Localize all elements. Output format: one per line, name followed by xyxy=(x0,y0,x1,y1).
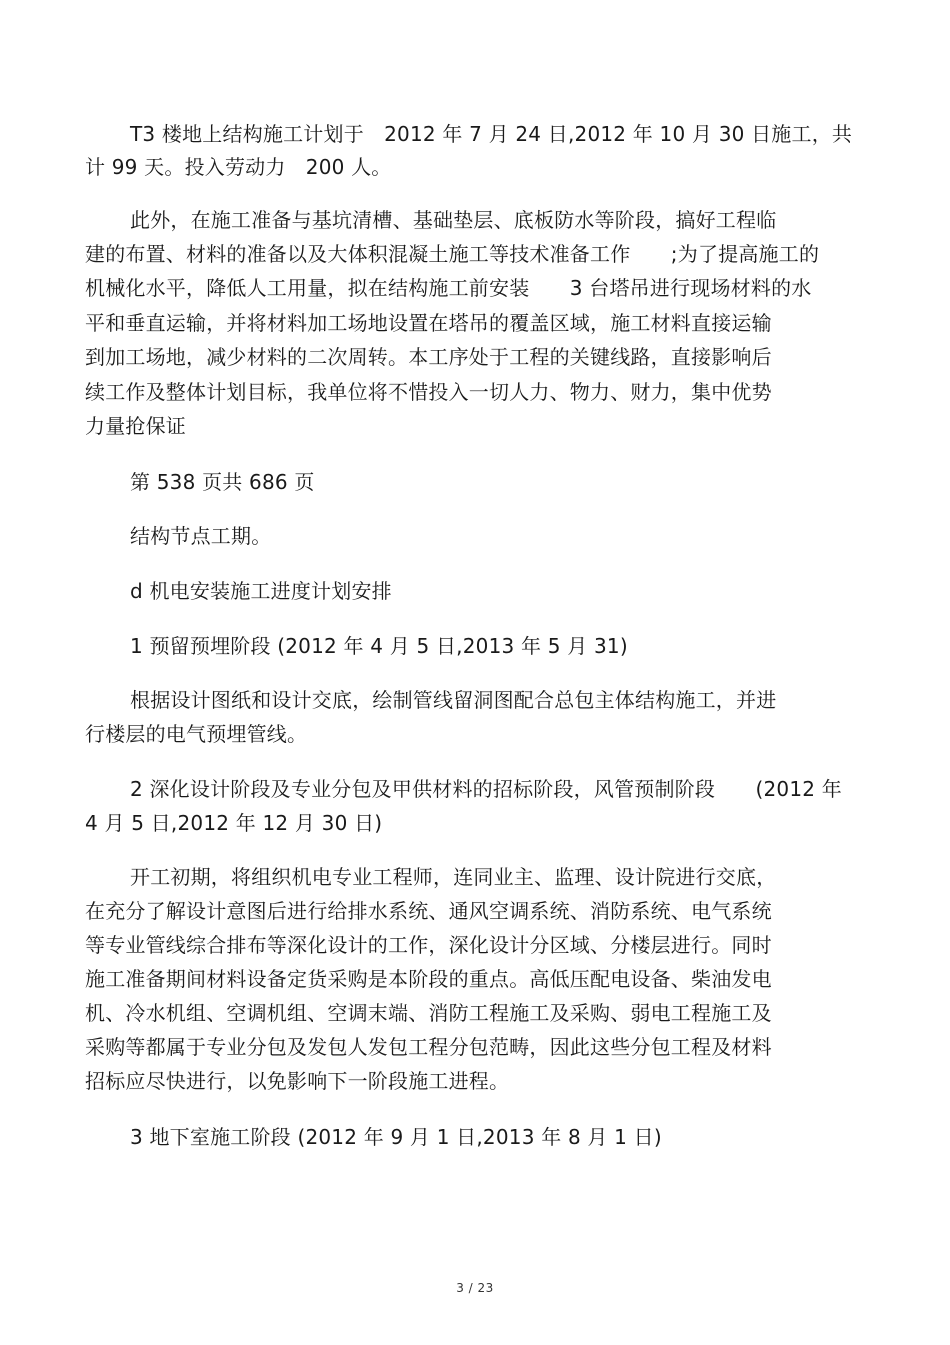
paragraph-1-line-1: T3 楼地上结构施工计划于 2012 年 7 月 24 日,2012 年 10 月 30 日施工，共 xyxy=(130,122,853,146)
paragraph-2-line-3: 机械化水平，降低人工用量，拟在结构施工前安装 3 台塔吊进行现场材料的水 xyxy=(85,276,812,300)
paragraph-5-line-6: 采购等都属于专业分包及发包人发包工程分包范畴，因此这些分包工程及材料 xyxy=(85,1035,772,1059)
section-heading-d: d 机电安装施工进度计划安排 xyxy=(130,579,392,603)
paragraph-2-line-1: 此外，在施工准备与基坑清槽、基础垫层、底板防水等阶段，搞好工程临 xyxy=(130,208,777,232)
paragraph-1-line-2: 计 99 天。投入劳动力 200 人。 xyxy=(85,155,392,179)
paragraph-2-line-7: 力量抢保证 xyxy=(85,414,186,438)
paragraph-2-line-4: 平和垂直运输，并将材料加工场地设置在塔吊的覆盖区域，施工材料直接运输 xyxy=(85,311,772,335)
stage-1-heading: 1 预留预埋阶段 (2012 年 4 月 5 日,2013 年 5 月 31) xyxy=(130,634,628,658)
paragraph-2-line-5: 到加工场地，减少材料的二次周转。本工序处于工程的关键线路，直接影响后 xyxy=(85,345,772,369)
stage-2-heading-line-2: 4 月 5 日,2012 年 12 月 30 日) xyxy=(85,811,383,835)
paragraph-4-line-2: 行楼层的电气预埋管线。 xyxy=(85,722,308,746)
page-note: 第 538 页共 686 页 xyxy=(130,470,315,494)
stage-3-heading: 3 地下室施工阶段 (2012 年 9 月 1 日,2013 年 8 月 1 日) xyxy=(130,1125,662,1149)
stage-2-heading-line-1: 2 深化设计阶段及专业分包及甲供材料的招标阶段，风管预制阶段 (2012 年 xyxy=(130,777,842,801)
paragraph-5-line-1: 开工初期，将组织机电专业工程师，连同业主、监理、设计院进行交底， xyxy=(130,865,777,889)
paragraph-5-line-2: 在充分了解设计意图后进行给排水系统、通风空调系统、消防系统、电气系统 xyxy=(85,899,772,923)
paragraph-3: 结构节点工期。 xyxy=(130,524,272,548)
paragraph-2-line-6: 续工作及整体计划目标，我单位将不惜投入一切人力、物力、财力，集中优势 xyxy=(85,380,772,404)
paragraph-2-line-2: 建的布置、材料的准备以及大体积混凝土施工等技术准备工作 ;为了提高施工的 xyxy=(85,242,820,266)
paragraph-4-line-1: 根据设计图纸和设计交底，绘制管线留洞图配合总包主体结构施工，并进 xyxy=(130,688,777,712)
paragraph-5-line-3: 等专业管线综合排布等深化设计的工作，深化设计分区域、分楼层进行。同时 xyxy=(85,933,772,957)
page-indicator: 3 / 23 xyxy=(456,1281,494,1295)
paragraph-5-line-7: 招标应尽快进行，以免影响下一阶段施工进程。 xyxy=(85,1069,510,1093)
paragraph-5-line-5: 机、冷水机组、空调机组、空调末端、消防工程施工及采购、弱电工程施工及 xyxy=(85,1001,772,1025)
paragraph-5-line-4: 施工准备期间材料设备定货采购是本阶段的重点。高低压配电设备、柴油发电 xyxy=(85,967,772,991)
